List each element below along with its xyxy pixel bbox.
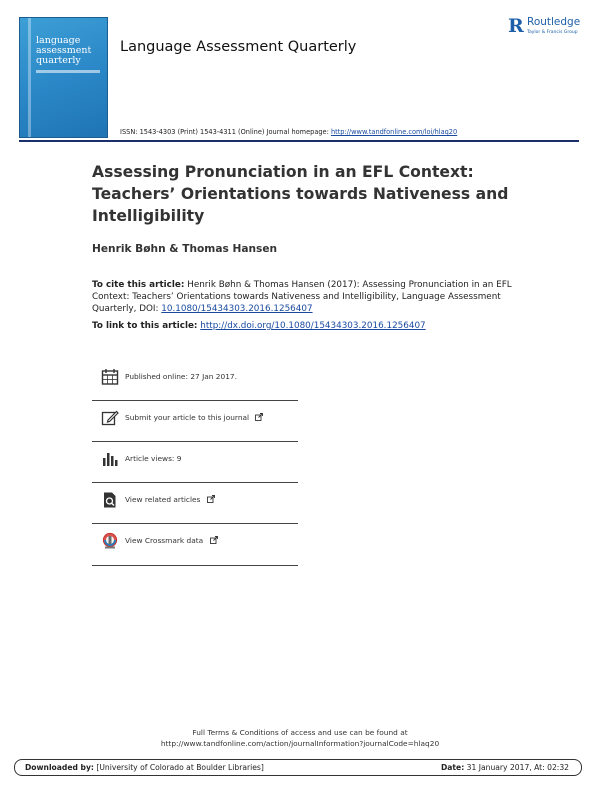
external-link-icon: [207, 495, 215, 503]
crossmark-text: View Crossmark data: [125, 536, 204, 545]
article-authors: Henrik Bøhn & Thomas Hansen: [92, 243, 278, 255]
submit-article-link[interactable]: [125, 413, 263, 422]
cite-text: Henrik Bøhn & Thomas Hansen (2017): Assessing Pronunciation in an EFL Context: Teachers’ Orientations towards Nativeness and Intelligibility, Language Assessment Quarterly, DOI:: [92, 280, 512, 314]
date-label: Date:: [441, 763, 465, 772]
publisher-subtitle: Taylor & Francis Group: [527, 30, 578, 35]
cover-stripe: [28, 18, 31, 137]
terms-url-link[interactable]: http://www.tandfonline.com/action/journalInformation?journalCode=hlaq20: [160, 739, 440, 748]
edit-icon: [101, 409, 119, 427]
related-articles-item[interactable]: [97, 491, 297, 531]
publisher-name: Routledge: [527, 16, 581, 28]
journal-title: Language Assessment Quarterly: [120, 39, 357, 55]
crossmark-link[interactable]: [125, 536, 218, 545]
external-link-icon: [210, 536, 218, 544]
cover-title-text: language assessment quarterly: [36, 35, 92, 66]
terms-notice: [0, 727, 600, 749]
journal-homepage-link[interactable]: http://www.tandfonline.com/loi/hlaq20: [330, 128, 458, 136]
article-views-item: [97, 450, 297, 490]
cite-label: To cite this article:: [92, 280, 185, 290]
bar-chart-icon: [101, 450, 119, 468]
related-articles-icon: [101, 491, 119, 509]
related-articles-text: View related articles: [125, 495, 201, 504]
published-online-text: Published online: 27 Jan 2017.: [125, 372, 237, 381]
article-views-text: Article views: 9: [125, 454, 182, 463]
article-link-line: [92, 320, 512, 332]
calendar-icon: [101, 368, 119, 386]
submit-article-item[interactable]: [97, 409, 297, 449]
downloaded-by: [25, 760, 264, 775]
external-link-icon: [255, 413, 263, 421]
issn-line: [120, 128, 457, 136]
related-articles-link[interactable]: [125, 495, 215, 504]
citation-block: [92, 279, 512, 315]
submit-article-text: Submit your article to this journal: [125, 413, 250, 422]
routledge-logo-icon: R: [508, 15, 524, 37]
article-url-link[interactable]: http://dx.doi.org/10.1080/15434303.2016.1256407: [200, 321, 426, 331]
terms-line-1: Full Terms & Conditions of access and use can be found at: [192, 728, 408, 737]
article-title: Assessing Pronunciation in an EFL Context: Teachers’ Orientations towards Nativeness and Intelligibility: [92, 163, 509, 225]
journal-cover-image: [19, 17, 108, 138]
downloaded-label: Downloaded by:: [25, 763, 94, 772]
crossmark-item[interactable]: [97, 532, 297, 572]
link-label: To link to this article:: [92, 321, 198, 331]
download-info-box: [14, 759, 582, 776]
downloaded-value: [University of Colorado at Boulder Libraries]: [96, 763, 264, 772]
header-divider: [19, 140, 579, 142]
issn-text: ISSN: 1543-4303 (Print) 1543-4311 (Online) Journal homepage:: [120, 128, 329, 136]
download-date: [441, 760, 569, 775]
doi-link[interactable]: 10.1080/15434303.2016.1256407: [161, 304, 313, 314]
date-value: 31 January 2017, At: 02:32: [466, 763, 569, 772]
crossmark-icon: [101, 532, 119, 550]
cover-subtitle-bar: [36, 70, 100, 73]
published-online-item: [97, 368, 297, 408]
